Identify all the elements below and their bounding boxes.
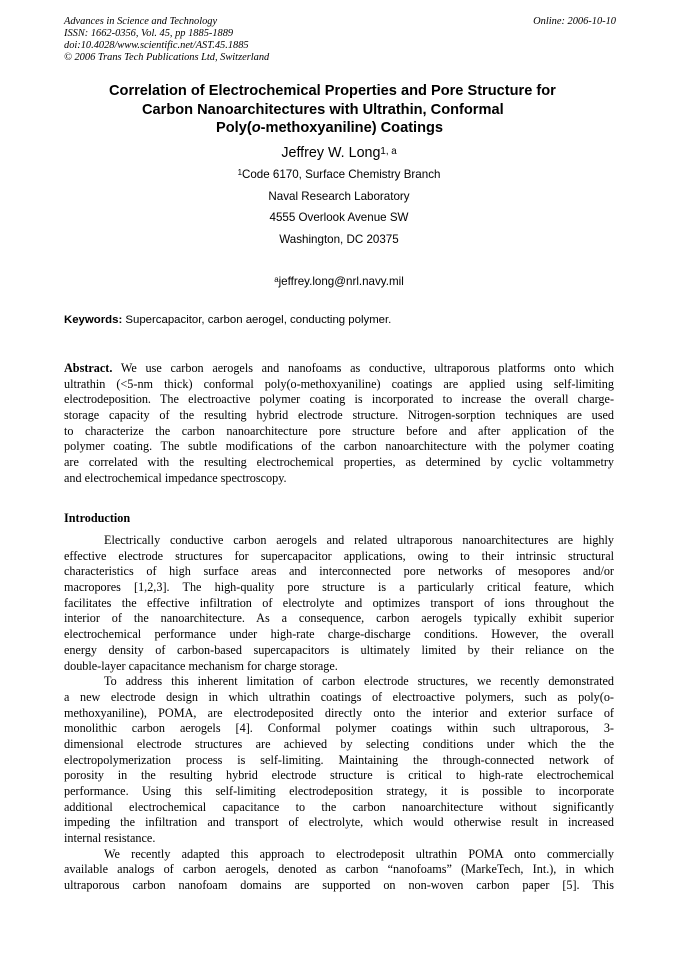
email-text: jeffrey.long@nrl.navy.mil bbox=[278, 275, 404, 288]
online-date: Online: 2006-10-10 bbox=[533, 16, 616, 27]
introduction-body bbox=[64, 533, 614, 894]
paragraph-line: additional electrochemical capacitance to the carbon nanoarchitecture without significantly bbox=[64, 799, 614, 814]
abstract-line bbox=[64, 361, 614, 377]
paragraph-line: electrochemical performance under high-rate charge-discharge conditions. However, the overall bbox=[64, 627, 614, 642]
affiliation-line-4: Washington, DC 20375 bbox=[279, 233, 399, 246]
journal-copyright: © 2006 Trans Tech Publications Ltd, Switzerland bbox=[64, 52, 270, 63]
paragraph-line: a new electrode design in which ultrathin coatings of electroactive polymers, such as poly(o- bbox=[64, 689, 614, 704]
journal-doi: doi:10.4028/www.scientific.net/AST.45.1885 bbox=[64, 40, 249, 51]
abstract bbox=[64, 361, 614, 487]
paragraph-line: To address this inherent limitation of carbon electrode structures, we recently demonstrated bbox=[104, 674, 614, 689]
paper-title bbox=[64, 82, 644, 138]
abstract-text: We use carbon aerogels and nanofoams as conductive, ultraporous platforms onto which bbox=[112, 361, 614, 375]
paragraph-line: impeding the infiltration and transport of electrolyte, which would otherwise result in increased bbox=[64, 815, 614, 830]
author-text: Jeffrey W. Long bbox=[281, 145, 381, 161]
paragraph-line: performance. Using this self-limiting electrodeposition strategy, it is possible to incorporate bbox=[64, 784, 614, 798]
keywords-label: Keywords: bbox=[64, 314, 123, 326]
abstract-line: storage capacity of the resulting hybrid electrode structure. Nitrogen-sorption techniques are used bbox=[64, 408, 614, 423]
affiliation-line-1 bbox=[0, 168, 678, 182]
paragraph-line: ultraporous carbon nanofoam domains are supported on non-woven carbon paper [5]. This bbox=[64, 878, 614, 893]
author-email bbox=[0, 275, 678, 289]
paragraph-line: available analogs of carbon aerogels, denoted as carbon “nanofoams” (MarkeTech, Int.), in which bbox=[64, 862, 614, 877]
title-italic: o bbox=[251, 120, 261, 136]
email-mark: a bbox=[274, 275, 279, 285]
journal-issn: ISSN: 1662-0356, Vol. 45, pp 1885-1889 bbox=[64, 28, 234, 39]
title-part: -methoxyaniline) Coatings bbox=[260, 120, 444, 136]
journal-name: Advances in Science and Technology bbox=[64, 16, 218, 27]
paragraph-line: We recently adapted this approach to electrodeposit ultrathin POMA onto commercially bbox=[104, 846, 614, 861]
affiliation-mark: 1 bbox=[237, 168, 242, 178]
paragraph-line: characteristics of high surface areas and interconnected pore networks of mesopores and/or bbox=[64, 564, 614, 579]
abstract-line: and electrochemical impedance spectroscopy. bbox=[64, 470, 287, 485]
author-superscript: 1, a bbox=[380, 145, 397, 157]
abstract-line: ultrathin (<5-nm thick) conformal poly(o-methoxyaniline) coatings are applied using self-limiting bbox=[64, 376, 614, 391]
paragraph-line: porosity in the resulting hybrid electrode structure is critical to high-rate electrochemical bbox=[64, 768, 614, 783]
title-part: Poly( bbox=[216, 120, 252, 136]
abstract-line: polymer coating. The subtle modifications of the carbon nanoarchitecture with the polymer coating bbox=[64, 439, 614, 454]
paragraph-line: monolithic carbon aerogels [4]. Conformal polymer coatings within such ultraporous, 3- bbox=[64, 721, 614, 736]
section-heading-introduction: Introduction bbox=[64, 511, 131, 525]
title-line-3 bbox=[64, 119, 644, 138]
affiliation-text: Code 6170, Surface Chemistry Branch bbox=[241, 168, 441, 181]
abstract-label: Abstract. bbox=[64, 361, 113, 375]
title-line-2: Carbon Nanoarchitectures with Ultrathin, Conformal bbox=[142, 101, 504, 118]
affiliation-line-3: 4555 Overlook Avenue SW bbox=[269, 211, 409, 224]
keywords bbox=[64, 313, 624, 327]
paragraph-line: facilitates the effective infiltration of electrolyte and optimizes transport of ions throughout the bbox=[64, 595, 614, 610]
paragraph-line: Electrically conductive carbon aerogels and related ultraporous nanoarchitectures are highly bbox=[104, 533, 614, 547]
paragraph-line: effective electrode structures for supercapacitor applications, owing to their intrinsic structural bbox=[64, 548, 614, 563]
paragraph-line: macropores [1,2,3]. The high-quality pore structure is a particularly critical feature, which bbox=[64, 580, 614, 595]
abstract-line: to characterize the carbon nanoarchitecture pore structure before and after application of the bbox=[64, 423, 614, 438]
paragraph-line: internal resistance. bbox=[64, 831, 156, 846]
journal-header bbox=[64, 16, 269, 64]
keywords-text: Supercapacitor, carbon aerogel, conducting polymer. bbox=[122, 314, 392, 326]
title-line-1: Correlation of Electrochemical Properties and Pore Structure for bbox=[109, 83, 556, 99]
paragraph-line: energy density of carbon-based supercapacitors is ultimately limited by their reliance on the bbox=[64, 642, 614, 657]
author-name bbox=[0, 144, 678, 162]
affiliation-line-2: Naval Research Laboratory bbox=[268, 190, 410, 203]
paragraph-line: double-layer capacitance mechanism for charge storage. bbox=[64, 658, 338, 673]
paragraph-line: interior of the nanoarchitecture. As a consequence, carbon aerogels typically exhibit superior bbox=[64, 611, 614, 626]
paragraph-line: electropolymerization process is self-limiting. Maintaining the through-connected network of bbox=[64, 752, 614, 767]
paragraph-line: methoxyaniline), POMA, are electrodeposited directly onto the interior and exterior surface of bbox=[64, 705, 614, 720]
paragraph-line: dimensional electrode structures are achieved by selecting conditions under which the the bbox=[64, 736, 614, 751]
abstract-line: electrodeposition. The electroactive polymer coating is incorporated to increase the overall charge- bbox=[64, 392, 614, 407]
abstract-line: are correlated with the resulting electrochemical properties, as determined by cyclic voltammetry bbox=[64, 455, 614, 470]
